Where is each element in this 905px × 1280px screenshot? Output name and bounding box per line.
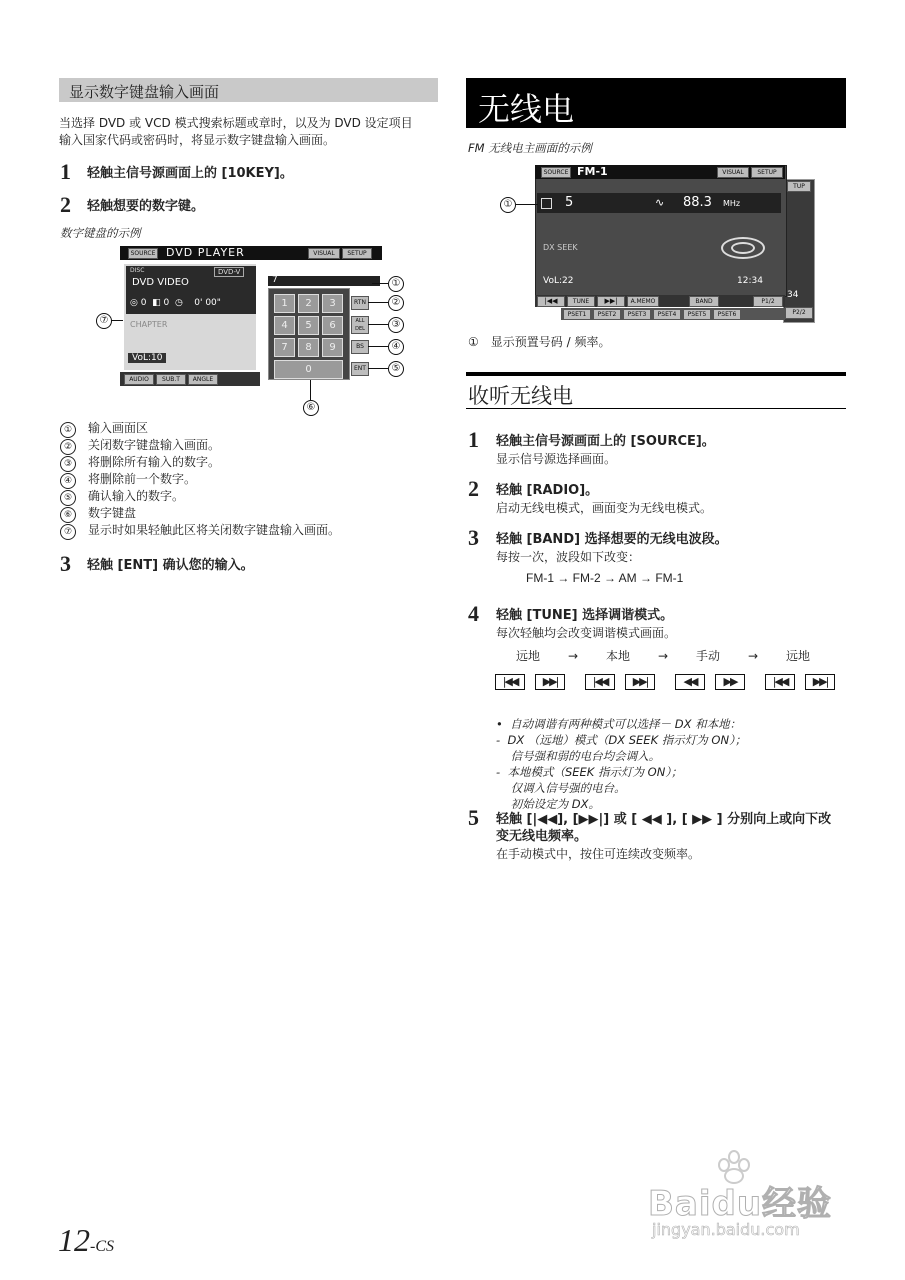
tune-label: 远地 (786, 649, 811, 663)
band-button[interactable]: BAND (689, 296, 719, 307)
legend-item: ④ 将删除前一个数字。 (60, 471, 196, 489)
key-2[interactable]: 2 (298, 294, 319, 313)
tune-arrow: → (748, 649, 759, 663)
figure-caption: 数字键盘的示例 (60, 226, 141, 240)
key-3[interactable]: 3 (322, 294, 343, 313)
p2-2-button[interactable]: P2/2 (785, 307, 813, 319)
seek-up-button[interactable]: ▶▶| (597, 296, 625, 307)
key-9[interactable]: 9 (322, 338, 343, 357)
step-desc: 每按一次，波段如下改变： (496, 550, 641, 564)
callout-1: ① (388, 276, 404, 292)
step-text: 轻触想要的数字键。 (87, 199, 205, 214)
back-screen (783, 179, 815, 323)
callout-5: ⑤ (388, 361, 404, 377)
watermark-url: jingyan.baidu.com (652, 1220, 800, 1239)
legend-item: ⑥ 数字键盘 (60, 505, 136, 523)
step-number: 1 (60, 159, 71, 184)
preset-icon (541, 198, 552, 209)
all-del-button[interactable]: ALL DEL (351, 316, 369, 334)
audio-button[interactable]: AUDIO (124, 374, 154, 385)
seek-down-button[interactable]: |◀◀ (537, 296, 565, 307)
preset-1-button[interactable]: PSET1 (563, 309, 591, 320)
callout-1: ① (500, 197, 516, 213)
angle-button[interactable]: ANGLE (188, 374, 218, 385)
stereo-icon: ∿ (655, 196, 665, 209)
seek-down-icon: |◀◀ (585, 674, 615, 690)
step-number: 5 (468, 805, 479, 830)
tune-label: 本地 (606, 649, 631, 663)
preset-2-button[interactable]: PSET2 (593, 309, 621, 320)
frequency: 88.3 (683, 195, 712, 210)
p1-2-button[interactable]: P1/2 (753, 296, 783, 307)
volume-readout: VoL:10 (128, 353, 166, 363)
seek-down-icon: |◀◀ (495, 674, 525, 690)
callout-line (368, 346, 388, 347)
preset-4-button[interactable]: PSET4 (653, 309, 681, 320)
fast-forward-icon: ▶▶ (715, 674, 745, 690)
step-text: 轻触 [ENT] 确认您的输入。 (87, 558, 254, 573)
section-heading: 收听无线电 (468, 384, 573, 408)
source-button[interactable]: SOURCE (541, 167, 571, 178)
callout-4: ④ (388, 339, 404, 355)
signal-icon-inner (731, 242, 755, 254)
visual-button[interactable]: VISUAL (717, 167, 749, 178)
seek-up-icon: ▶▶| (535, 674, 565, 690)
intro-line-1: 当选择 DVD 或 VCD 模式搜索标题或章时，以及为 DVD 设定项目 (59, 116, 413, 130)
callout-line (310, 380, 311, 400)
legend-item: ⑤ 确认输入的数字。 (60, 488, 184, 506)
key-6[interactable]: 6 (322, 316, 343, 335)
frequency-unit: MHz (723, 199, 741, 208)
callout-line (516, 204, 538, 205)
step-number: 3 (60, 551, 71, 576)
step-desc: 每次轻触均会改变调谐模式画面。 (496, 626, 677, 640)
fm-radio-screenshot (535, 165, 813, 321)
clock: 12:34 (737, 276, 763, 286)
band-label: FM-1 (577, 165, 608, 178)
bs-button[interactable]: BS (351, 340, 369, 354)
intro-line-2: 输入国家代码或密码时，将显示数字键盘输入画面。 (59, 133, 336, 147)
step-title: 轻触 [|◀◀], [▶▶|] 或 [ ◀◀ ], [ ▶▶ ] 分别向上或向下改 (496, 812, 832, 827)
step-number: 2 (468, 476, 479, 501)
callout-7: ⑦ (96, 313, 112, 329)
playback-status: ◎ 0 ◧ 0 ◷ 0' 00" (130, 298, 221, 308)
rtn-button[interactable]: RTN (351, 296, 369, 310)
callout-3: ③ (388, 317, 404, 333)
section-rule-bottom (466, 408, 846, 409)
callout-note: ① 显示预置号码 / 频率。 (468, 335, 611, 349)
disc-label: DISC (130, 267, 145, 274)
callout-2: ② (388, 295, 404, 311)
step-number: 2 (60, 192, 71, 217)
visual-button[interactable]: VISUAL (308, 248, 340, 259)
step-title: 轻触 [TUNE] 选择调谐模式。 (496, 608, 674, 623)
tune-label: 远地 (516, 649, 541, 663)
entry-value: 7 (272, 275, 278, 285)
tune-button[interactable]: TUNE (567, 296, 595, 307)
preset-6-button[interactable]: PSET6 (713, 309, 741, 320)
screen-title: DVD PLAYER (166, 246, 245, 259)
setup-button[interactable]: SETUP (342, 248, 372, 259)
callout-line (368, 302, 388, 303)
source-button[interactable]: SOURCE (128, 248, 158, 259)
tuning-notes: • 自动调谐有两种模式可以选择－ DX 和本地： - DX （远地）模式（DX SEEK 指示灯为 ON）； 信号强和弱的电台均会调入。 - 本地模式（SEEK 指示灯为 ON）； 仅调入信号强的电台。 初始设定为 DX。 (496, 717, 747, 811)
volume-readout: VoL:22 (543, 276, 574, 286)
page-number: 12-CS (58, 1222, 114, 1258)
step-number: 3 (468, 525, 479, 550)
rewind-icon: ◀◀ (675, 674, 705, 690)
step-number: 1 (468, 427, 479, 452)
legend-item: ③ 将删除所有输入的数字。 (60, 454, 220, 472)
key-8[interactable]: 8 (298, 338, 319, 357)
callout-6: ⑥ (303, 400, 319, 416)
seek-up-icon: ▶▶| (805, 674, 835, 690)
section-heading: 显示数字键盘输入画面 (69, 83, 220, 101)
step-number: 4 (468, 601, 479, 626)
seek-up-icon: ▶▶| (625, 674, 655, 690)
chapter-title-bar (466, 78, 846, 128)
callout-line (368, 368, 388, 369)
band-sequence: FM-1 → FM-2 → AM → FM-1 (526, 571, 684, 585)
step-title: 轻触 [RADIO]。 (496, 483, 599, 498)
seek-down-icon: |◀◀ (765, 674, 795, 690)
setup-button-back[interactable]: TUP (787, 181, 811, 192)
step-title-cont: 变无线电频率。 (496, 829, 588, 844)
step-desc: 显示信号源选择画面。 (496, 452, 617, 466)
baidu-watermark (640, 1160, 860, 1240)
callout-line (111, 320, 123, 321)
ent-button[interactable]: ENT (351, 362, 369, 376)
watermark-brand: Baidu经验 (648, 1184, 833, 1224)
legend-item: ① 输入画面区 (60, 420, 148, 438)
preset-5-button[interactable]: PSET5 (683, 309, 711, 320)
tune-label: 手动 (696, 649, 721, 663)
key-0[interactable]: 0 (274, 360, 343, 379)
tune-arrow: → (658, 649, 669, 663)
clock-back: 34 (787, 290, 799, 300)
mode-badge: DVD-V (214, 267, 244, 277)
step-desc: 启动无线电模式，画面变为无线电模式。 (496, 501, 713, 515)
preset-3-button[interactable]: PSET3 (623, 309, 651, 320)
legend-item: ⑦ 显示时如果轻触此区将关闭数字键盘输入画面。 (60, 522, 340, 540)
key-1[interactable]: 1 (274, 294, 295, 313)
tune-arrow: → (568, 649, 579, 663)
key-5[interactable]: 5 (298, 316, 319, 335)
key-7[interactable]: 7 (274, 338, 295, 357)
dx-seek-indicator: DX SEEK (543, 243, 578, 252)
callout-line (372, 283, 388, 284)
step-title: 轻触 [BAND] 选择想要的无线电波段。 (496, 532, 728, 547)
entry-field (268, 276, 380, 286)
setup-button[interactable]: SETUP (751, 167, 783, 178)
figure-caption: FM 无线电主画面的示例 (468, 141, 592, 155)
legend-item: ② 关闭数字键盘输入画面。 (60, 437, 220, 455)
section-rule-top (466, 372, 846, 376)
key-4[interactable]: 4 (274, 316, 295, 335)
dvd-keypad-screenshot (120, 246, 382, 388)
step-desc: 在手动模式中，按住可连续改变频率。 (496, 847, 701, 861)
subtitle-button[interactable]: SUB.T (156, 374, 186, 385)
step-title: 轻触主信号源画面上的 [SOURCE]。 (496, 434, 715, 449)
callout-line (368, 324, 388, 325)
step-text: 轻触主信号源画面上的 [10KEY]。 (87, 166, 293, 181)
chapter-label: CHAPTER (130, 320, 168, 329)
amemo-button[interactable]: A.MEMO (627, 296, 659, 307)
chapter-title: 无线电 (478, 90, 575, 128)
preset-number: 5 (565, 195, 574, 210)
section-heading-bar (59, 78, 438, 102)
disc-type: DVD VIDEO (132, 277, 189, 288)
